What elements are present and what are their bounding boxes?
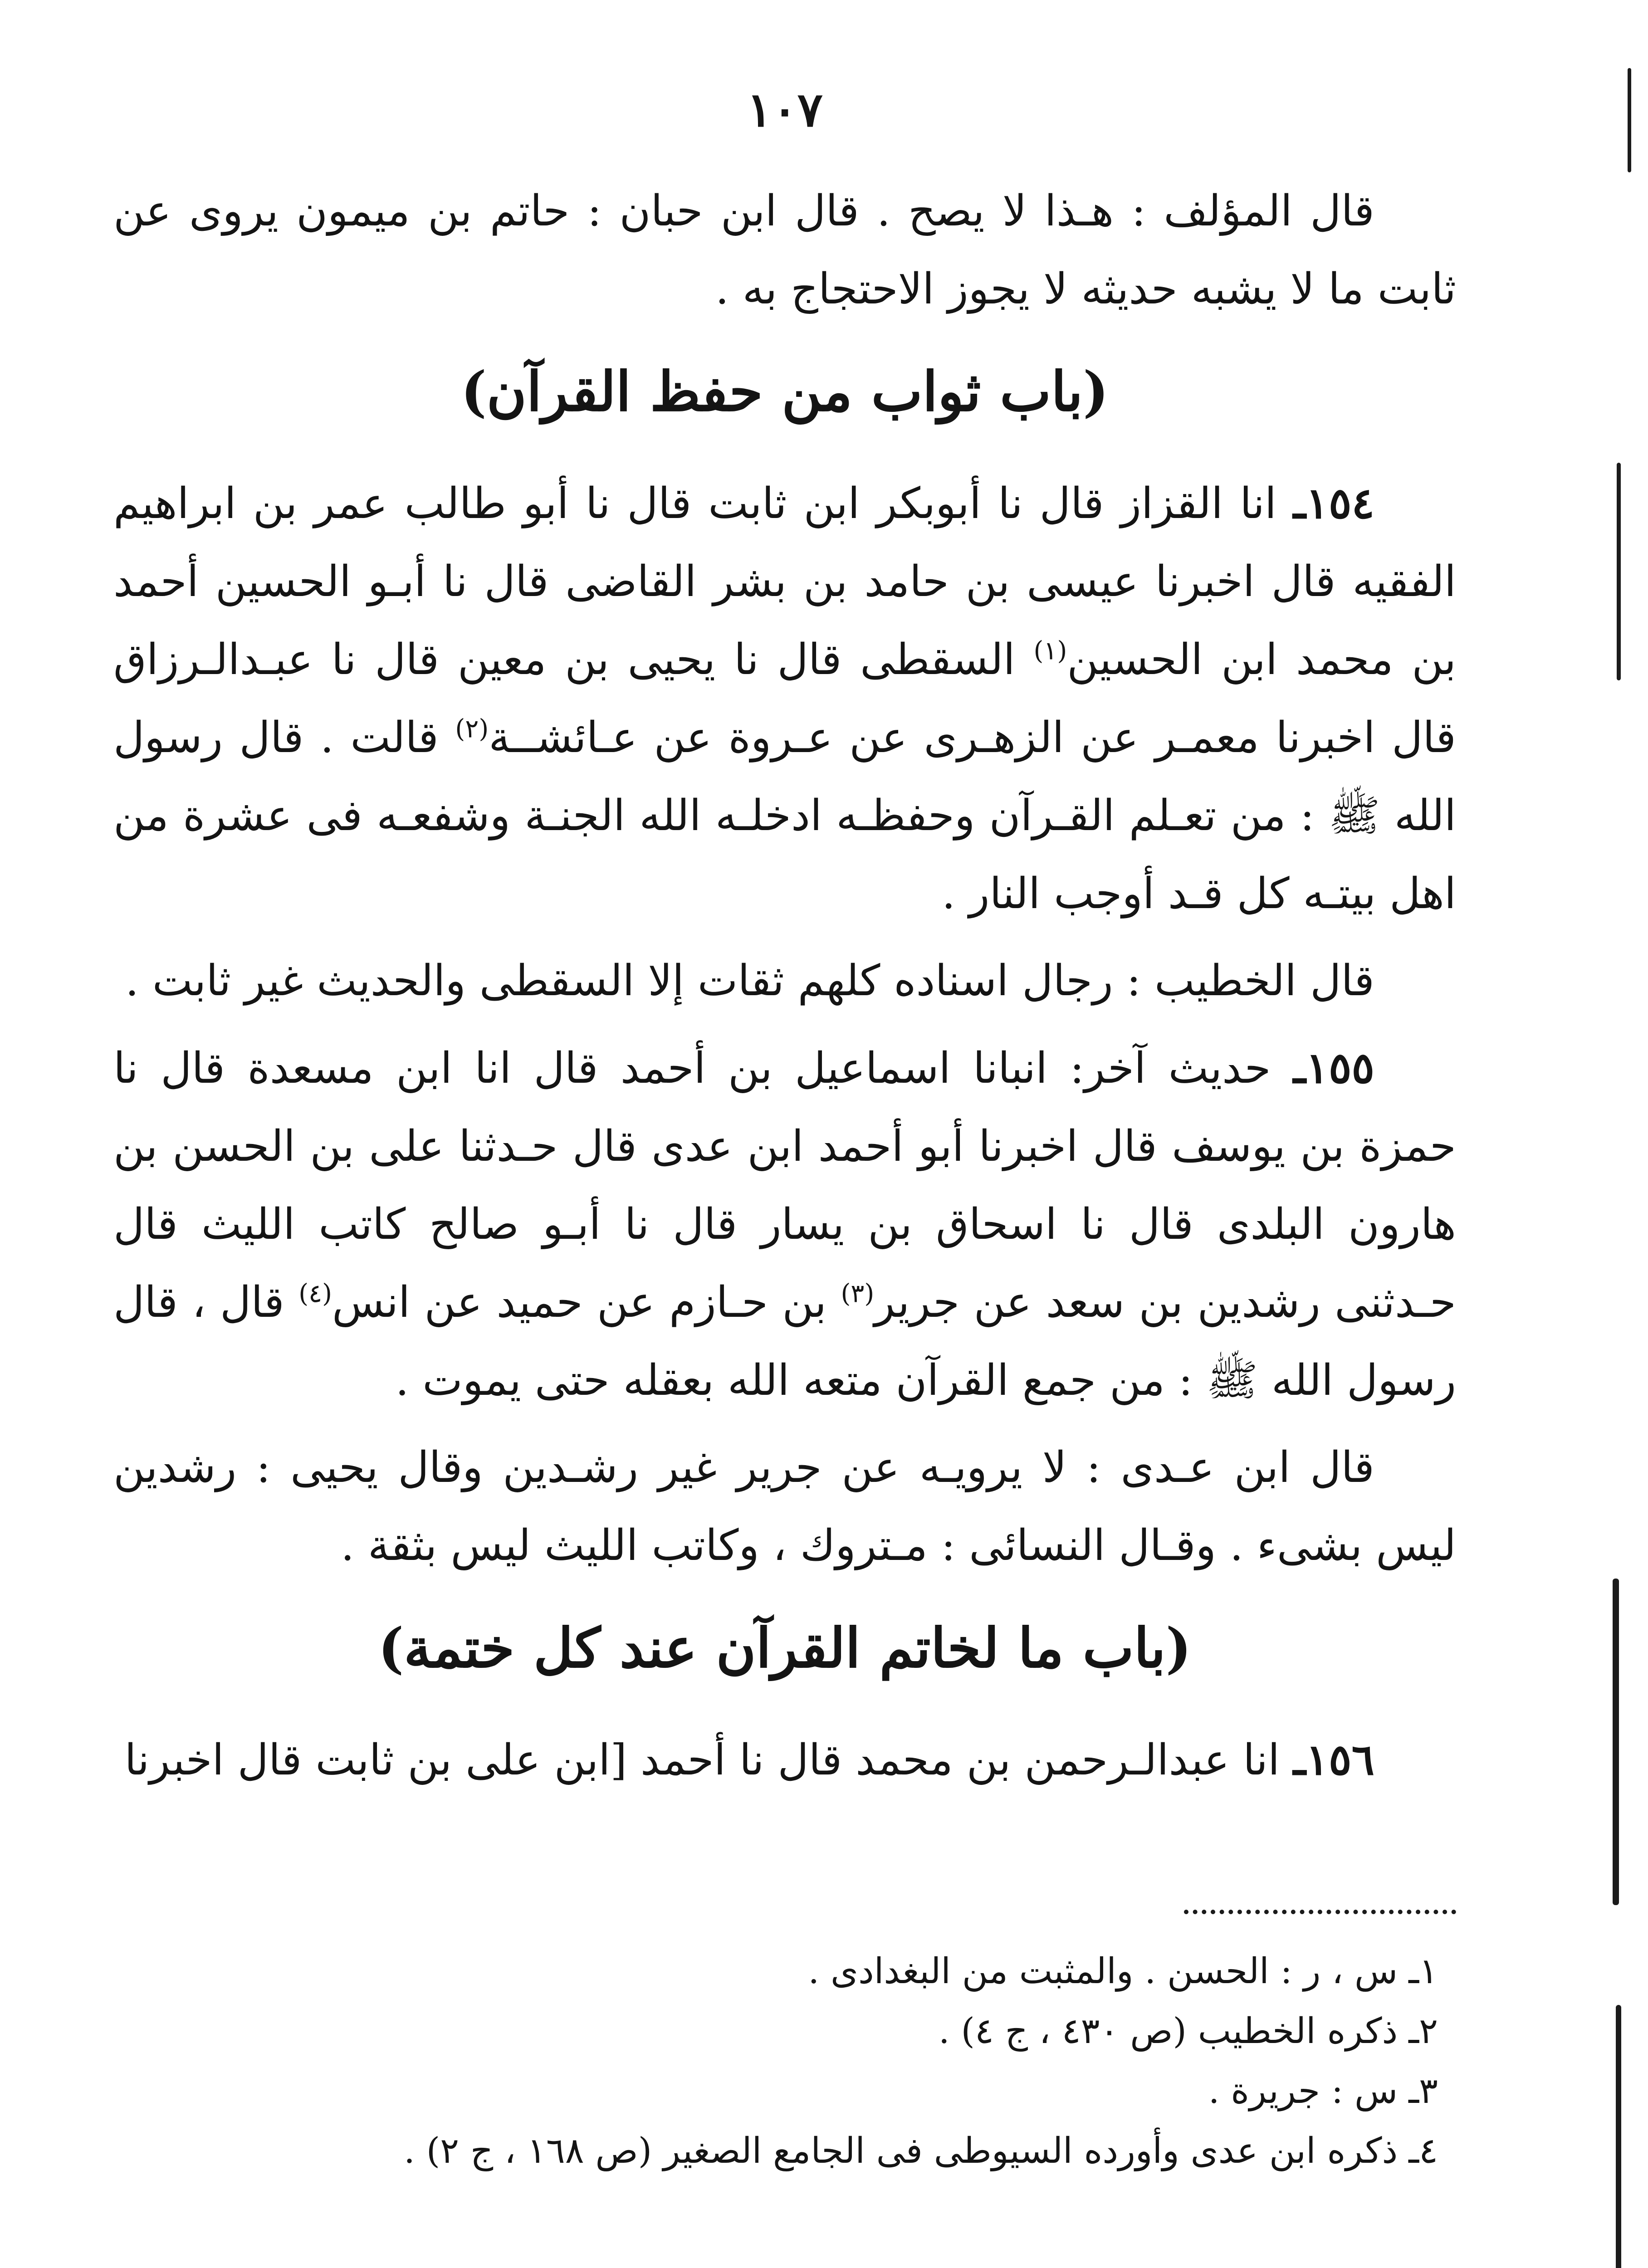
footnote-item bbox=[113, 2121, 1456, 2181]
text-segment: السقطى قال نا يحيى بن معين قال نا عبـدالـرزاق قال اخبرنا معمـر عن الزهـرى عن عـروة عن عـائشــة bbox=[113, 635, 1456, 763]
hadith-paragraph bbox=[113, 464, 1456, 933]
margin-scan-mark bbox=[1613, 1579, 1619, 1905]
margin-scan-mark bbox=[1617, 463, 1621, 680]
text-paragraph: قال الخطيب : رجال اسناده كلهم ثقات إلا السقطى والحديث غير ثابت . bbox=[125, 956, 1374, 1006]
page-number: ١٠٧ bbox=[747, 82, 823, 137]
margin-scan-mark bbox=[1616, 2005, 1621, 2268]
text-segment: انا القزاز قال نا أبوبكر ابن ثابت قال نا أبو طالب عمر بن ابراهيم الفقيه قال اخبرنا عيسى بن حامد بن بشر القاضى قال نا أبـو الحسين أحمد بن محمد ابن الحسين bbox=[113, 479, 1457, 684]
text-paragraph: قال ابن عـدى : لا يرويـه عن جرير غير رشـدين وقال يحيى : رشدين ليس بشىء . وقـال النسائى : مـتروك ، وكاتب الليث ليس بثقة . bbox=[113, 1443, 1456, 1570]
footnote-reference: (٢) bbox=[455, 714, 489, 744]
footnote-reference: (٣) bbox=[841, 1279, 875, 1309]
footnote-item bbox=[113, 2001, 1456, 2061]
footnote-text: ذكره ابن عدى وأورده السيوطى فى الجامع الصغير (ص ١٦٨ ، ج ٢) . bbox=[404, 2131, 1398, 2171]
footnote-item bbox=[113, 2061, 1456, 2121]
text-segment: قال ، قال رسول الله ﷺ : من جمع القرآن متعه الله بعقله حتى يموت . bbox=[113, 1278, 1456, 1405]
text-segment: حديث آخر: انبانا اسماعيل بن أحمد قال انا ابن مسعدة قال نا حمزة بن يوسف قال اخبرنا أبو أحمد ابن عدى قال حـدثنا على بن الحسن بن هارون البلدى قال نا اسحاق بن يسار قال نا أبـو صالح كاتب الليث قال حـدثنى رشدين بن سعد عن جرير bbox=[113, 1044, 1456, 1327]
footnote-text: س : جريرة . bbox=[1208, 2071, 1398, 2112]
footnote-divider bbox=[1184, 1910, 1456, 1914]
footnote-number: ١ـ bbox=[1408, 1951, 1438, 1992]
margin-scan-mark bbox=[1628, 68, 1631, 172]
text-segment: قالت . قال رسول الله ﷺ : من تعـلم القـرآن وحفظـه ادخلـه الله الجنـة وشفعـه فى عشرة من اهل بيتـه كل قـد أوجب النار . bbox=[113, 713, 1457, 919]
footnote-number: ٣ـ bbox=[1408, 2071, 1438, 2112]
hadith-paragraph bbox=[113, 1029, 1456, 1420]
hadith-number: ١٥٤ـ bbox=[1293, 479, 1374, 528]
hadith-paragraph bbox=[113, 1721, 1456, 1799]
book-page bbox=[113, 68, 1456, 2268]
footnotes bbox=[113, 1941, 1456, 2181]
footnote-text: س ، ر : الحسن . والمثبت من البغدادى . bbox=[808, 1951, 1398, 1992]
hadith-number: ١٥٦ـ bbox=[1293, 1735, 1374, 1785]
footnote-reference: (١) bbox=[1033, 636, 1067, 666]
footnote-item bbox=[113, 1941, 1456, 2001]
footnote-reference: (٤) bbox=[298, 1279, 333, 1309]
section-heading: (باب ثواب من حفظ القرآن) bbox=[461, 360, 1109, 424]
main-text bbox=[113, 172, 1456, 1809]
hadith-number: ١٥٥ـ bbox=[1293, 1043, 1374, 1093]
footnote-text: ذكره الخطيب (ص ٤٣٠ ، ج ٤) . bbox=[938, 2011, 1398, 2052]
text-segment: انا عبدالـرحمن بن محمد قال نا أحمد [ابن على بن ثابت قال اخبرنا bbox=[124, 1735, 1280, 1785]
footnote-number: ٤ـ bbox=[1408, 2131, 1438, 2171]
section-heading: (باب ما لخاتم القرآن عند كل ختمة) bbox=[378, 1616, 1192, 1680]
footnote-number: ٢ـ bbox=[1408, 2011, 1438, 2052]
text-paragraph: قال المؤلف : هـذا لا يصح . قال ابن حبان : حاتم بن ميمون يروى عن ثابت ما لا يشبه حديثه لا يجوز الاحتجاج به . bbox=[113, 186, 1456, 314]
text-segment: بن حـازم عن حميد عن انس bbox=[332, 1278, 841, 1327]
